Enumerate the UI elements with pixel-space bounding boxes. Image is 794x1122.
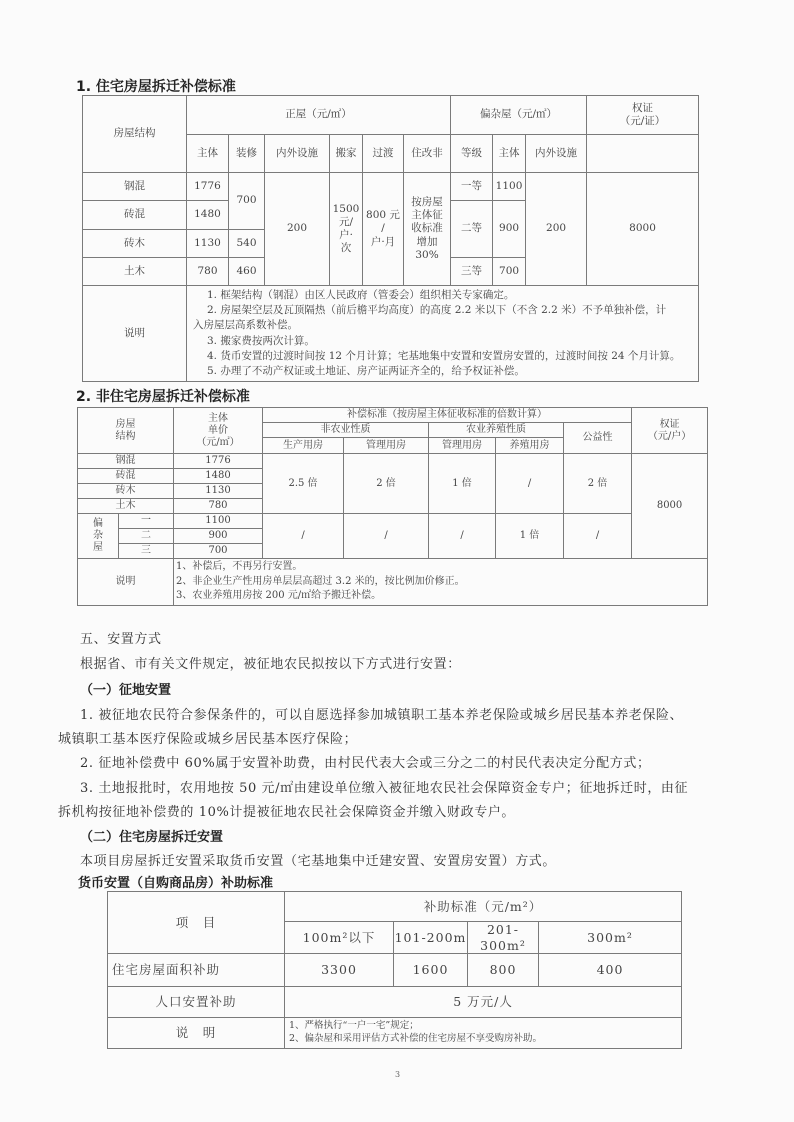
table-row: 钢混 1776 2.5 倍 2 倍 1 倍 / 2 倍 8000: [78, 454, 708, 469]
section5-intro: 根据省、市有关文件规定，被征地农民拟按以下方式进行安置：: [80, 657, 461, 672]
col-facilities: 内外设施: [265, 135, 330, 173]
residential-compensation-table: [82, 95, 699, 382]
header-public: 公益性: [564, 423, 632, 454]
header-structure: 房屋 结构: [78, 408, 174, 454]
table-row: 砖混 1480: [78, 469, 708, 484]
notes-content: 1、补偿后，不再另行安置。 2、非企业生产性用房单层层高超过 3.2 米的，按比例加价修正。 3、农业养殖用房按 200 元/㎡给予搬迁补偿。: [174, 559, 708, 606]
header-price: 主体 单价 （元/㎡）: [174, 408, 263, 454]
sub2-text: 本项目房屋拆迁安置采取货币安置（宅基地集中迁建安置、安置房安置）方式。: [80, 854, 557, 869]
col-cert-empty: [587, 135, 699, 173]
monetary-resettlement-table: 项 目 补助标准（元/m²） 100m²以下 101-200m 201-300m² 300m² 住宅房屋面积补助 3300 1600 800 400 人口安置补助 5 万元/人 说 明 1、严格执行“一户一宅”规定； 2、偏杂屋和采用评估方式补偿的住宅房屋不享受购房补助。: [107, 891, 682, 1049]
transition-value: 800 元 / 户·月: [363, 173, 404, 286]
col-grade: 等级: [451, 135, 493, 173]
cert-value: 8000: [587, 173, 699, 286]
header-cert: 权证 （元/户）: [632, 408, 708, 454]
header-standard: 补偿标准（按房屋主体征收标准的倍数计算）: [263, 408, 632, 423]
table-row: 住宅房屋面积补助 3300 1600 800 400: [108, 954, 682, 987]
header-side-house: 偏杂屋（元/㎡）: [451, 96, 587, 135]
table-row: 人口安置补助 5 万元/人: [108, 987, 682, 1018]
table-row: 土木 780 460 三等 700: [83, 258, 699, 286]
table-row: 三 700: [78, 544, 708, 559]
col-decoration: 装修: [229, 135, 265, 173]
notes-label: 说明: [83, 286, 187, 382]
header-item: 项 目: [108, 892, 285, 954]
moving-value: 1500 元/ 户· 次: [330, 173, 363, 286]
notes-label: 说明: [78, 559, 174, 606]
table-row: 砖木 1130: [78, 484, 708, 499]
sub1-item-1: 1. 被征地农民符合参保条件的，可以自愿选择参加城镇职工基本养老保险或城乡居民基本养老保险、: [80, 708, 684, 723]
header-cert: 权证 （元/证）: [587, 96, 699, 135]
header-non-agricultural: 非农业性质: [263, 423, 429, 438]
sub2-title: （二）住宅房屋拆迁安置: [80, 830, 224, 845]
table-row: 土木 780: [78, 499, 708, 514]
col-res-to-comm: 住改非: [404, 135, 451, 173]
section5-title: 五、安置方式: [80, 632, 162, 647]
table3-title: 货币安置（自购商品房）补助标准: [78, 876, 274, 891]
notes-content: 1. 框架结构（钢混）由区人民政府（管委会）组织相关专家确定。 2. 房屋架空层及瓦顶隔热（前后檐平均高度）的高度 2.2 米以下（不含 2.2 米）不予单独补偿，计 入房屋层高系数补偿。 3. 搬家费按两次计算。 4. 货币安置的过渡时间按 12 个月计算；宅基地集中安置和安置房安置的，过渡时间按 24 个月计算。 5. 办理了不动产权证或土地证、房产证两证齐全的，给予权证补偿。: [187, 286, 699, 382]
col-moving: 搬家: [330, 135, 363, 173]
header-structure: 房屋结构: [83, 96, 187, 173]
table-row: 砖木 1130 540: [83, 230, 699, 258]
notes-row: [78, 559, 708, 606]
res-to-comm-value: 按房屋 主体征 收标准 增加 30%: [404, 173, 451, 286]
notes-label: 说 明: [108, 1018, 285, 1049]
header-standard: 补助标准（元/m²）: [285, 892, 682, 922]
decoration-merged: 700: [229, 173, 265, 230]
table-row: 二 900: [78, 529, 708, 544]
cert-value: 8000: [632, 454, 708, 559]
col-side-facilities: 内外设施: [526, 135, 587, 173]
side-facilities-value: 200: [526, 173, 587, 286]
sub1-item-3: 3. 土地报批时，农用地按 50 元/㎡由建设单位缴入被征地农民社会保障资金专户；征地拆迁时，由征: [80, 781, 689, 796]
sub1-item-2: 2. 征地补偿费中 60%属于安置补助费，由村民代表大会或三分之二的村民代表决定分配方式；: [80, 756, 651, 771]
col-main: 主体: [187, 135, 229, 173]
table-row: 偏 杂 屋 一 1100 / / / 1 倍 /: [78, 514, 708, 529]
section2-title: 2. 非住宅房屋拆迁补偿标准: [76, 389, 250, 405]
header-agricultural: 农业养殖性质: [429, 423, 564, 438]
notes-row: [108, 1018, 682, 1049]
table-row: 砖混 1480 二等 900: [83, 201, 699, 230]
col-side-main: 主体: [493, 135, 526, 173]
facilities-value: 200: [265, 173, 330, 286]
notes-content: 1、严格执行“一户一宅”规定； 2、偏杂屋和采用评估方式补偿的住宅房屋不享受购房补助。: [285, 1018, 682, 1049]
section1-title: 1. 住宅房屋拆迁补偿标准: [76, 79, 236, 95]
non-residential-compensation-table: 房屋 结构 主体 单价 （元/㎡） 补偿标准（按房屋主体征收标准的倍数计算） 权证 （元/户） 非农业性质 农业养殖性质 公益性 生产用房 管理用房 管理用房 养殖用房 钢混 1776 2.5 倍 2 倍 1 倍 / 2 倍 8000 砖混 1480 砖木 1130 土木 780 偏 杂 屋 一 1100 / / / 1 倍 / 二 900 三 700 说明 1、补偿后，不再另行安置。 2、非企业生产性用房单层层高超过 3.2 米的，按比例加价修正。 3、农业养殖用房按 200 元/㎡给予搬迁补偿。: [77, 407, 708, 606]
side-house-label: 偏 杂 屋: [78, 514, 119, 559]
table-row: 钢混 1776 700 200 1500 元/ 户· 次 800 元 / 户·月 按房屋 主体征 收标准 增加 30% 一等 1100 200 8000: [83, 173, 699, 201]
notes-row: [83, 286, 699, 382]
sub1-item-1-cont: 城镇职工基本医疗保险或城乡居民基本医疗保险；: [58, 732, 358, 747]
page-number: 3: [395, 1070, 401, 1079]
sub1-title: （一）征地安置: [80, 683, 172, 698]
header-main-house: 正屋（元/㎡）: [187, 96, 451, 135]
sub1-item-3-cont: 拆机构按征地补偿费的 10%计提被征地农民社会保障资金并缴入财政专户。: [58, 805, 516, 820]
col-transition: 过渡: [363, 135, 404, 173]
